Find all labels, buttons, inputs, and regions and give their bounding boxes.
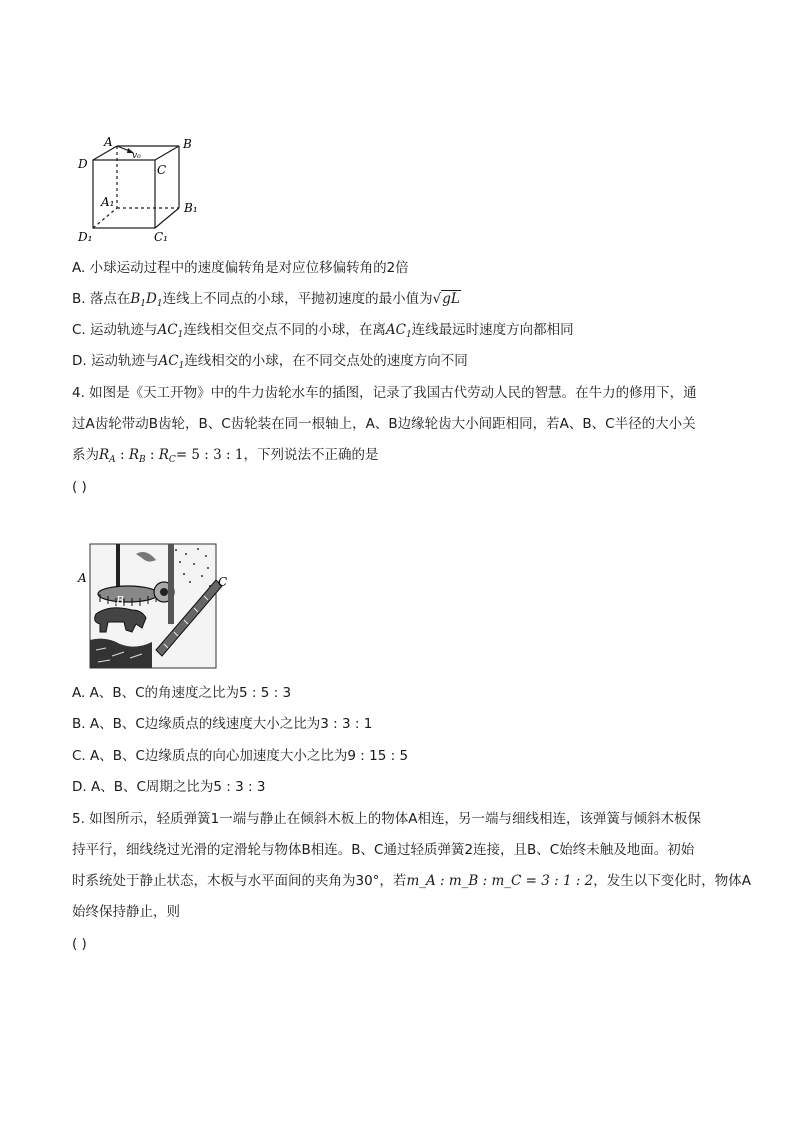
label-A: A bbox=[104, 135, 113, 149]
q4-answer-paren: ( ) bbox=[72, 479, 87, 495]
label-C1: C₁ bbox=[154, 230, 168, 244]
q3-option-d[interactable]: D. 运动轨迹与$AC_1$连线相交的小球，在不同交点处的速度方向不同 bbox=[72, 353, 468, 371]
q5-stem-line4: 始终保持静止，则 bbox=[72, 904, 180, 920]
label-D: D bbox=[78, 157, 88, 171]
q3-option-c[interactable]: C. 运动轨迹与$AC_1$连线相交但交点不同的小球，在离$AC_1$连线最远时速度方向都相同 bbox=[72, 322, 574, 340]
cube-front-face bbox=[93, 160, 155, 228]
sqrt-gL: √gL bbox=[432, 291, 460, 307]
label-D1: D₁ bbox=[78, 230, 93, 244]
q5-stem-line1: 5. 如图所示，轻质弹簧1一端与静止在倾斜木板上的物体A相连，另一端与细线相连，该弹簧与倾斜木板保 bbox=[72, 811, 701, 827]
label-C: C bbox=[157, 163, 167, 177]
q4-stem-line3: 系为$R_A$ : $R_B$ : $R_C= 5$ : 3 : 1，下列说法不正确的是 bbox=[72, 447, 379, 465]
q5-stem-line3: 时系统处于静止状态，木板与水平面间的夹角为30°，若m_A : m_B : m_C = 3 : 1 : 2，发生以下变化时，物体A bbox=[72, 873, 752, 889]
q4-option-a[interactable]: A. A、B、C的角速度之比为5 : 5 : 3 bbox=[72, 685, 292, 701]
fig-label-B: B bbox=[116, 594, 125, 607]
fig-label-A: A bbox=[78, 571, 87, 585]
q4-stem-line1: 4. 如图是《天工开物》中的牛力齿轮水车的插图，记录了我国古代劳动人民的智慧。在牛力的修用下，通 bbox=[72, 385, 697, 401]
q4-option-b[interactable]: B. A、B、C边缘质点的线速度大小之比为3 : 3 : 1 bbox=[72, 716, 373, 732]
label-A1: A₁ bbox=[101, 195, 115, 209]
q4-option-c[interactable]: C. A、B、C边缘质点的向心加速度大小之比为9 : 15 : 5 bbox=[72, 748, 409, 764]
cube-figure bbox=[74, 134, 214, 246]
q5-stem-line2: 持平行，细线绕过光滑的定滑轮与物体B相连。B、C通过轻质弹簧2连接，且B、C始终未触及地面。初始 bbox=[72, 842, 695, 858]
label-v0: v₀ bbox=[132, 151, 141, 161]
label-B: B bbox=[183, 137, 192, 151]
fig-label-C: C bbox=[218, 575, 228, 589]
q3-option-a[interactable]: A. 小球运动过程中的速度偏转角是对应位移偏转角的2倍 bbox=[72, 260, 409, 276]
label-B1: B₁ bbox=[184, 201, 198, 215]
q4-stem-line2: 过A齿轮带动B齿轮，B、C齿轮装在同一根轴上，A、B边缘轮齿大小间距相同，若A、B、C半径的大小关 bbox=[72, 416, 696, 432]
q5-answer-paren: ( ) bbox=[72, 936, 87, 952]
waterwheel-illustration bbox=[76, 540, 232, 670]
q3-option-b[interactable]: B. 落点在$B_1D_1$连线上不同点的小球，平抛初速度的最小值为√gL bbox=[72, 291, 460, 309]
q4-option-d[interactable]: D. A、B、C周期之比为5 : 3 : 3 bbox=[72, 779, 266, 795]
